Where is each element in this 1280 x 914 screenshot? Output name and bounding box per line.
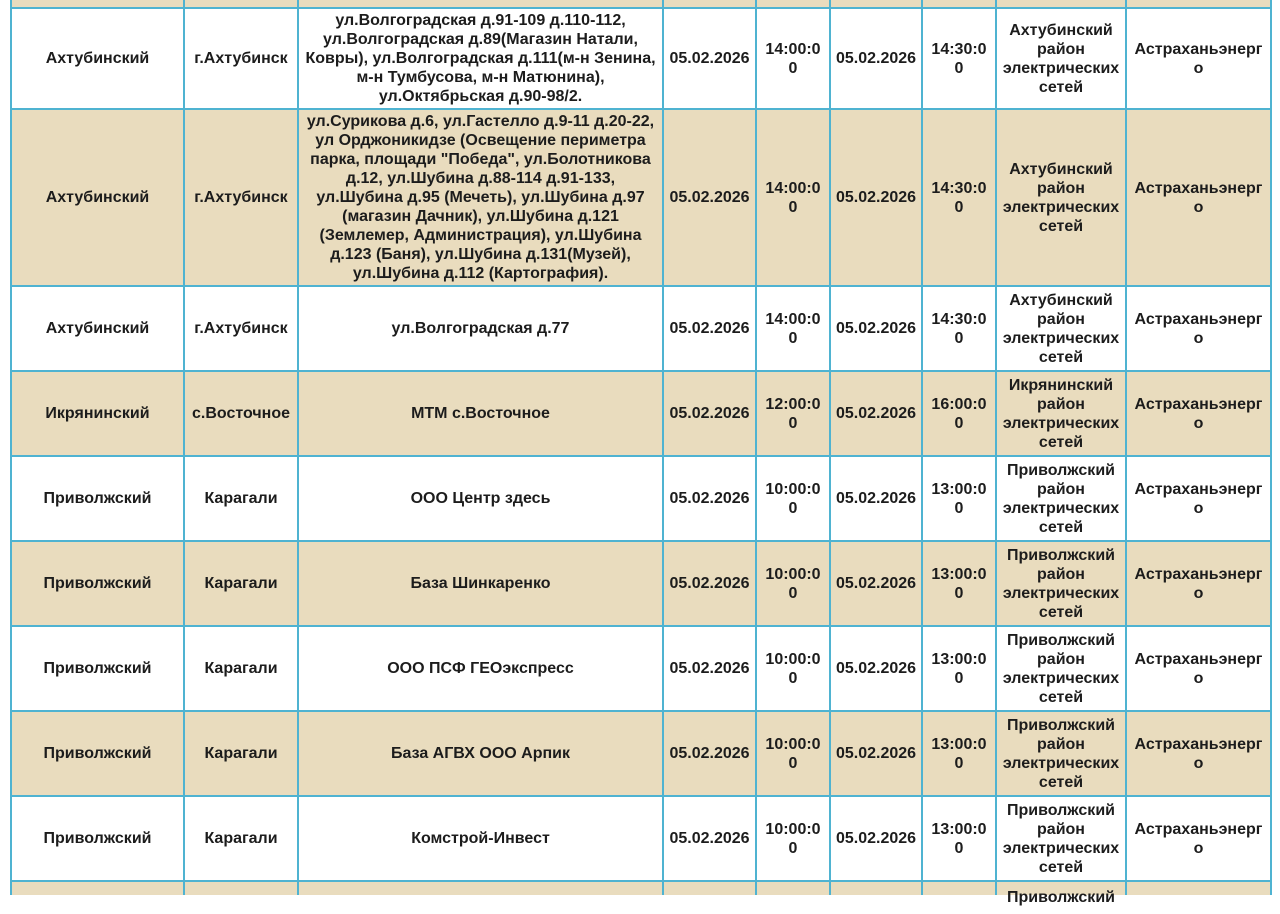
table-row — [11, 8, 1271, 109]
cell-date-end: 05.02.2026 — [830, 626, 922, 711]
cell-district — [11, 881, 184, 895]
cell-company — [1126, 0, 1271, 8]
cell-date-start: 05.02.2026 — [663, 371, 756, 456]
cell-time-end — [922, 881, 996, 895]
cell-date-start — [663, 881, 756, 895]
cell-date-end: 05.02.2026 — [830, 456, 922, 541]
cell-org: Приволжский район электрических сетей — [996, 796, 1126, 881]
cell-date-end: 05.02.2026 — [830, 541, 922, 626]
cell-settlement: Карагали — [184, 626, 298, 711]
cell-time-end — [922, 0, 996, 8]
table-row — [11, 541, 1271, 626]
cell-district: Ахтубинский — [11, 8, 184, 109]
cell-company: Астраханьэнерго — [1126, 626, 1271, 711]
cell-settlement: с.Восточное — [184, 371, 298, 456]
cell-company: Астраханьэнерго — [1126, 109, 1271, 286]
cell-org: Приволжский район электрических сетей — [996, 541, 1126, 626]
cell-date-end: 05.02.2026 — [830, 711, 922, 796]
cell-time-start: 10:00:00 — [756, 456, 830, 541]
cell-time-end: 13:00:00 — [922, 456, 996, 541]
table-row — [11, 286, 1271, 371]
cell-time-end: 13:00:00 — [922, 541, 996, 626]
cell-company — [1126, 881, 1271, 895]
cell-district: Ахтубинский — [11, 286, 184, 371]
table-row — [11, 711, 1271, 796]
cell-date-start: 05.02.2026 — [663, 8, 756, 109]
cell-org: Ахтубинский район электрических сетей — [996, 286, 1126, 371]
cell-org — [996, 881, 1126, 906]
cell-settlement: Карагали — [184, 711, 298, 796]
table-row-cutoff-bottom — [11, 881, 1271, 895]
cell-time-end: 13:00:00 — [922, 711, 996, 796]
cell-time-start: 14:00:00 — [756, 8, 830, 109]
cell-org: Ахтубинский район электрических сетей — [996, 109, 1126, 286]
cell-settlement: Карагали — [184, 541, 298, 626]
cell-company: Астраханьэнерго — [1126, 286, 1271, 371]
cell-district: Приволжский — [11, 796, 184, 881]
cell-date-start: 05.02.2026 — [663, 541, 756, 626]
cell-company: Астраханьэнерго — [1126, 8, 1271, 109]
cell-date-end — [830, 881, 922, 895]
cell-date-start: 05.02.2026 — [663, 796, 756, 881]
cell-settlement: г.Ахтубинск — [184, 8, 298, 109]
cell-addresses — [298, 881, 663, 895]
cell-date-end: 05.02.2026 — [830, 8, 922, 109]
cell-org: Приволжский район электрических сетей — [996, 711, 1126, 796]
cell-date-end: 05.02.2026 — [830, 109, 922, 286]
cell-district: Приволжский — [11, 711, 184, 796]
cell-time-end: 16:00:00 — [922, 371, 996, 456]
cell-time-start: 10:00:00 — [756, 711, 830, 796]
cell-time-end: 13:00:00 — [922, 796, 996, 881]
cell-time-start: 12:00:00 — [756, 371, 830, 456]
cell-org: Приволжский район электрических сетей — [996, 626, 1126, 711]
table-row-cutoff-top — [11, 0, 1271, 8]
cell-time-end: 14:30:00 — [922, 109, 996, 286]
cell-addresses: База АГВХ ООО Арпик — [298, 711, 663, 796]
cell-time-end: 14:30:00 — [922, 8, 996, 109]
cell-time-start: 14:00:00 — [756, 286, 830, 371]
cell-time-end: 14:30:00 — [922, 286, 996, 371]
cell-org-clipped-text: Приволжский — [1007, 889, 1115, 906]
cell-date-end: 05.02.2026 — [830, 371, 922, 456]
outage-schedule-table — [10, 0, 1272, 906]
cell-org — [996, 0, 1126, 8]
cell-company: Астраханьэнерго — [1126, 711, 1271, 796]
cell-addresses: ул.Сурикова д.6, ул.Гастелло д.9-11 д.20-22, ул Орджоникидзе (Освещение периметра парка, площади "Победа", ул.Болотникова д.12, ул.Шубина д.88-114 д.91-133, ул.Шубина д.95 (Мечеть), ул.Шубина д.97 (магазин Дачник), ул.Шубина д.121 (Землемер, Администрация), ул.Шубина д.123 (Баня), ул.Шубина д.131(Музей), ул.Шубина д.112 (Картография). — [298, 109, 663, 286]
cell-district: Икрянинский — [11, 371, 184, 456]
cell-settlement: г.Ахтубинск — [184, 109, 298, 286]
table-row — [11, 796, 1271, 881]
cell-date-end: 05.02.2026 — [830, 796, 922, 881]
cell-district: Ахтубинский — [11, 109, 184, 286]
cell-time-end: 13:00:00 — [922, 626, 996, 711]
cell-addresses: МТМ с.Восточное — [298, 371, 663, 456]
cell-time-start: 14:00:00 — [756, 109, 830, 286]
cell-date-end — [830, 0, 922, 8]
cell-district: Приволжский — [11, 626, 184, 711]
cell-settlement — [184, 881, 298, 895]
cell-org: Икрянинский район электрических сетей — [996, 371, 1126, 456]
table-row — [11, 371, 1271, 456]
cell-addresses: ул.Волгоградская д.91-109 д.110-112, ул.Волгоградская д.89(Магазин Натали, Ковры), ул.Волгоградская д.111(м-н Зенина, м-н Тумбусова, м-н Матюнина), ул.Октябрьская д.90-98/2. — [298, 8, 663, 109]
cell-addresses: ООО Центр здесь — [298, 456, 663, 541]
cell-addresses: ООО ПСФ ГЕОэкспресс — [298, 626, 663, 711]
table-row — [11, 626, 1271, 711]
cell-settlement: Карагали — [184, 796, 298, 881]
cell-date-end: 05.02.2026 — [830, 286, 922, 371]
table-row — [11, 109, 1271, 286]
cell-date-start: 05.02.2026 — [663, 711, 756, 796]
cell-org: Приволжский район электрических сетей — [996, 456, 1126, 541]
cell-company: Астраханьэнерго — [1126, 541, 1271, 626]
cell-district: Приволжский — [11, 541, 184, 626]
cell-settlement: г.Ахтубинск — [184, 286, 298, 371]
cell-time-start: 10:00:00 — [756, 541, 830, 626]
cell-time-start — [756, 0, 830, 8]
cell-settlement — [184, 0, 298, 8]
cell-addresses: База Шинкаренко — [298, 541, 663, 626]
cell-date-start: 05.02.2026 — [663, 456, 756, 541]
cell-company: Астраханьэнерго — [1126, 456, 1271, 541]
cell-district: Приволжский — [11, 456, 184, 541]
cell-time-start: 10:00:00 — [756, 796, 830, 881]
cell-settlement: Карагали — [184, 456, 298, 541]
table-row — [11, 456, 1271, 541]
cell-date-start: 05.02.2026 — [663, 109, 756, 286]
cell-time-start — [756, 881, 830, 895]
cell-date-start: 05.02.2026 — [663, 286, 756, 371]
cell-date-start — [663, 0, 756, 8]
cell-org: Ахтубинский район электрических сетей — [996, 8, 1126, 109]
cell-district — [11, 0, 184, 8]
cell-date-start: 05.02.2026 — [663, 626, 756, 711]
cell-company: Астраханьэнерго — [1126, 796, 1271, 881]
cell-company: Астраханьэнерго — [1126, 371, 1271, 456]
cell-addresses: ул.Волгоградская д.77 — [298, 286, 663, 371]
cell-addresses: Комстрой-Инвест — [298, 796, 663, 881]
cell-addresses — [298, 0, 663, 8]
cell-time-start: 10:00:00 — [756, 626, 830, 711]
